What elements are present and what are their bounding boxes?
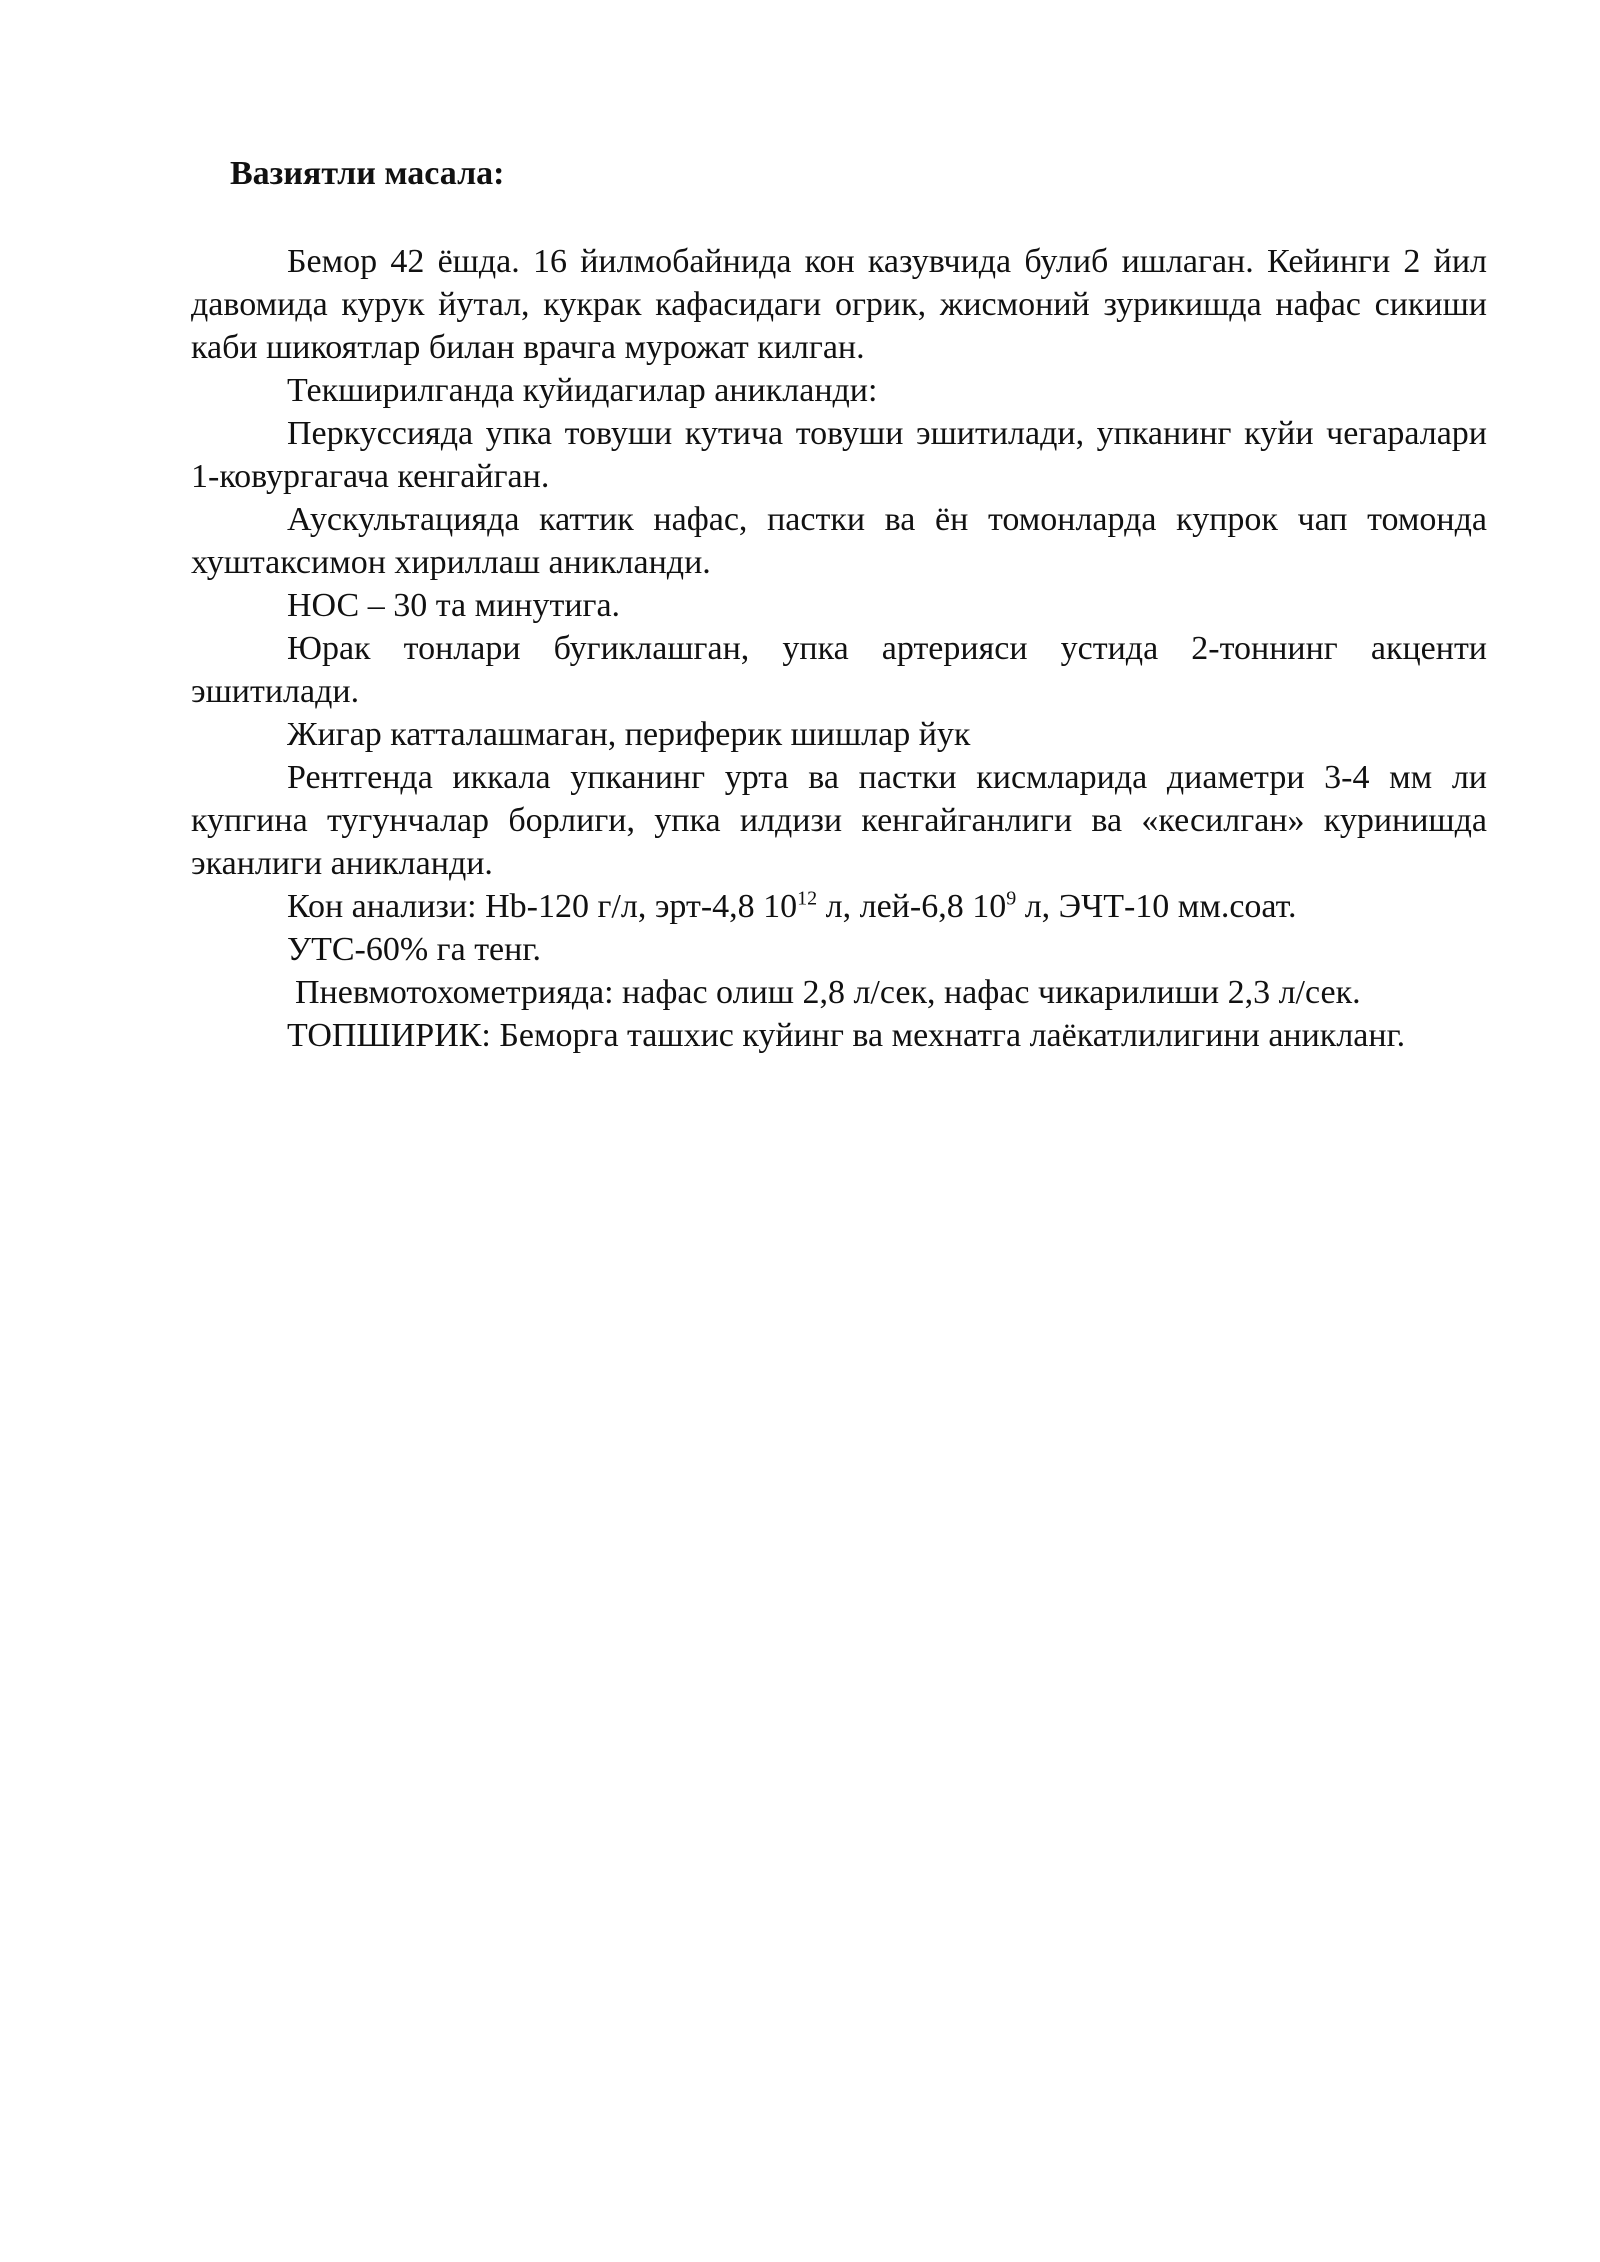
paragraph-pneumotachometry: Пневмотохометрияда: нафас олиш 2,8 л/сек, нафас чикарилиши 2,3 л/сек.	[295, 974, 1361, 1011]
document-heading: Вазиятли масала:	[230, 155, 505, 192]
blood-analysis-text-2: л, лей-6,8 10	[817, 888, 1007, 925]
paragraph-uts: УТС-60% га тенг.	[287, 931, 541, 968]
blood-analysis-exponent-1: 12	[797, 887, 818, 910]
paragraph-examination-intro: Текширилганда куйидагилар аникланди:	[287, 372, 878, 409]
paragraph-blood-analysis	[191, 885, 1487, 928]
paragraph-respiratory-rate: НОС – 30 та минутига.	[287, 587, 621, 624]
paragraph-xray: Рентгенда иккала упканинг урта ва пастки кисмларида диаметри 3-4 мм ли купгина тугунчалар борлиги, упка илдизи кенгайганлиги ва «кесилган» куринишда эканлиги аникланди.	[191, 759, 1487, 882]
paragraph-patient-history: Бемор 42 ёшда. 16 йилмобайнида кон казувчида булиб ишлаган. Кейинги 2 йил давомида курук йутал, кукрак кафасидаги огрик, жисмоний зурикишда нафас сикиши каби шикоятлар билан врачга мурожат килган.	[191, 243, 1487, 366]
blood-analysis-text-3: л, ЭЧТ-10 мм.соат.	[1016, 888, 1297, 925]
document-body	[191, 240, 1487, 1057]
paragraph-liver: Жигар катталашмаган, периферик шишлар йук	[287, 716, 971, 753]
paragraph-heart-sounds: Юрак тонлари бугиклашган, упка артерияси устида 2-тоннинг акценти эшитилади.	[191, 630, 1487, 710]
paragraph-percussion: Перкуссияда упка товуши кутича товуши эшитилади, упканинг куйи чегаралари 1-ковургагача кенгайган.	[191, 415, 1487, 495]
paragraph-auscultation: Аускультацияда каттик нафас, пастки ва ён томонларда купрок чап томонда хуштаксимон хириллаш аникланди.	[191, 501, 1487, 581]
blood-analysis-exponent-2: 9	[1006, 887, 1017, 910]
paragraph-task: ТОПШИРИК: Беморга ташхис куйинг ва мехнатга лаёкатлилигини аникланг.	[287, 1017, 1406, 1054]
blood-analysis-text-1: Кон анализи: Hb-120 г/л, эрт-4,8 10	[287, 888, 798, 925]
